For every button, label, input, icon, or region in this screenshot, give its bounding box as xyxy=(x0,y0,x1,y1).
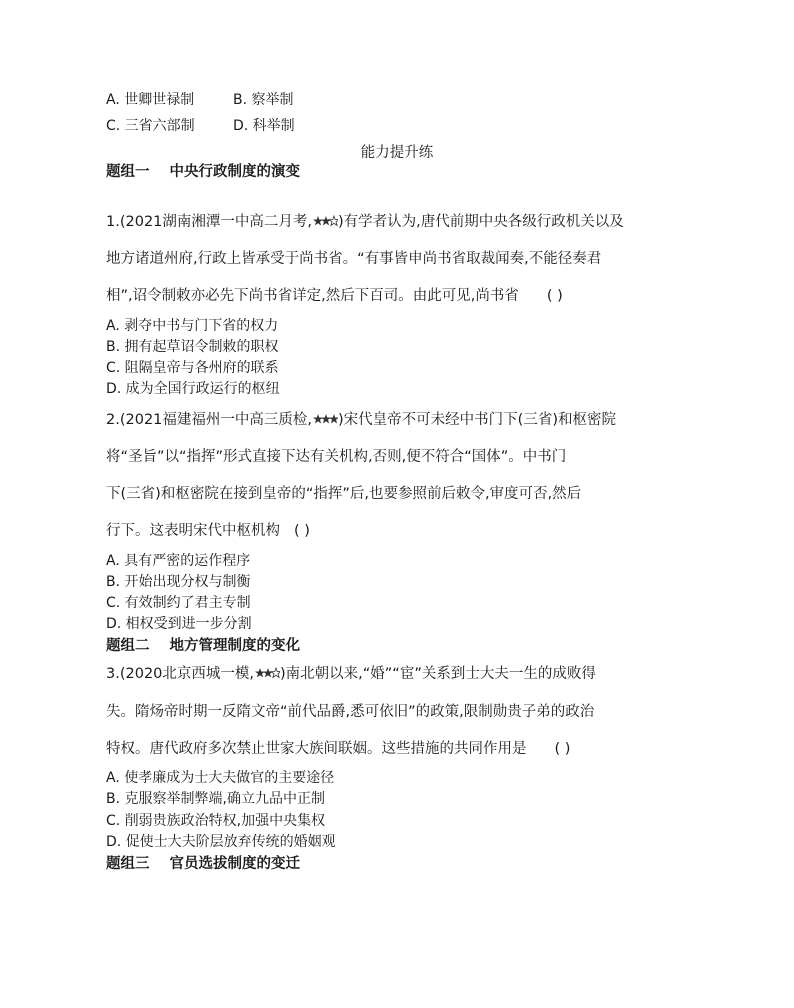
q2-line-4 xyxy=(106,522,310,540)
q3-line-1 xyxy=(106,665,596,683)
group-1-label: 题组一 xyxy=(106,164,150,180)
q1-option-b: B. 拥有起草诏令制敕的职权 xyxy=(106,339,279,355)
q1-option-d: D. 成为全国行政运行的枢纽 xyxy=(106,381,280,397)
q1-answer-blank: ( ) xyxy=(546,288,563,304)
q2-line-4-text: 行下。这表明宋代中枢机构 xyxy=(106,523,280,539)
q2-option-c: C. 有效制约了君主专制 xyxy=(106,595,251,611)
group-3-title: 官员选拔制度的变迁 xyxy=(169,856,300,872)
q2-line-1 xyxy=(106,411,616,429)
group-3-label: 题组三 xyxy=(106,856,150,872)
q1-line-2: 地方诸道州府,行政上皆承受于尚书省。“有事皆申尚书省取裁闻奏,不能径奏君 xyxy=(106,251,602,267)
q3-source: (2020北京西城一模, xyxy=(119,666,255,682)
prev-option-d: D. 科举制 xyxy=(233,118,295,134)
q2-option-b: B. 开始出现分权与制衡 xyxy=(106,574,251,590)
q3-option-c: C. 削弱贵族政治特权,加强中央集权 xyxy=(106,813,326,829)
q1-line-1-text: )有学者认为,唐代前期中央各级行政机关以及 xyxy=(338,214,624,230)
prev-options-row-2 xyxy=(106,117,295,135)
q2-answer-blank: ( ) xyxy=(294,523,310,539)
difficulty-stars-icon xyxy=(254,667,280,679)
q2-line-3: 下(三省)和枢密院在接到皇帝的“指挥”后,也要参照前后敕令,审度可否,然后 xyxy=(106,486,582,502)
group-2-label: 题组二 xyxy=(106,638,150,654)
group-1-heading xyxy=(106,163,300,181)
group-3-heading xyxy=(106,855,300,873)
group-2-heading xyxy=(106,637,300,655)
q1-option-a: A. 剥夺中书与门下省的权力 xyxy=(106,318,279,334)
section-title: 能力提升练 xyxy=(360,145,434,161)
q3-option-d: D. 促使士大夫阶层放弃传统的婚姻观 xyxy=(106,834,336,850)
q3-line-3 xyxy=(106,740,570,758)
prev-option-b: B. 察举制 xyxy=(233,92,294,108)
group-1-title: 中央行政制度的演变 xyxy=(169,164,300,180)
q3-line-2: 失。隋炀帝时期一反隋文帝“前代品爵,悉可依旧”的政策,限制勋贵子弟的政治 xyxy=(106,704,595,720)
q2-option-a: A. 具有严密的运作程序 xyxy=(106,553,251,569)
q2-number: 2. xyxy=(106,412,120,428)
q3-line-3-text: 特权。唐代政府多次禁止世家大族间联姻。这些措施的共同作用是 xyxy=(106,741,527,757)
group-2-title: 地方管理制度的变化 xyxy=(169,638,300,654)
q2-line-1-text: )宋代皇帝不可未经中书门下(三省)和枢密院 xyxy=(338,412,616,428)
prev-option-c: C. 三省六部制 xyxy=(106,118,195,134)
q3-option-a: A. 使孝廉成为士大夫做官的主要途径 xyxy=(106,770,335,786)
q1-option-c: C. 阻隔皇帝与各州府的联系 xyxy=(106,360,279,376)
q1-number: 1. xyxy=(106,214,120,230)
q3-line-1-text: )南北朝以来,“婚”“宦”关系到士大夫一生的成败得 xyxy=(280,666,596,682)
q2-option-d: D. 相权受到进一步分割 xyxy=(106,616,252,632)
difficulty-stars-icon xyxy=(312,215,338,227)
prev-option-a: A. 世卿世禄制 xyxy=(106,92,195,108)
difficulty-stars-icon xyxy=(312,413,338,425)
q3-answer-blank: ( ) xyxy=(554,741,571,757)
q1-line-1 xyxy=(106,213,624,231)
prev-options-row-1 xyxy=(106,91,294,109)
q1-line-3 xyxy=(106,287,563,305)
q2-line-2: 将“圣旨”以“指挥”形式直接下达有关机构,否则,便不符合“国体”。中书门 xyxy=(106,449,567,465)
q1-source: (2021湖南湘潭一中高二月考, xyxy=(119,214,313,230)
q3-option-b: B. 克服察举制弊端,确立九品中正制 xyxy=(106,791,325,807)
q3-number: 3. xyxy=(106,666,120,682)
q1-line-3-text: 相”,诏令制敕亦必先下尚书省详定,然后下百司。由此可见,尚书省 xyxy=(106,288,519,304)
q2-source: (2021福建福州一中高三质检, xyxy=(119,412,313,428)
